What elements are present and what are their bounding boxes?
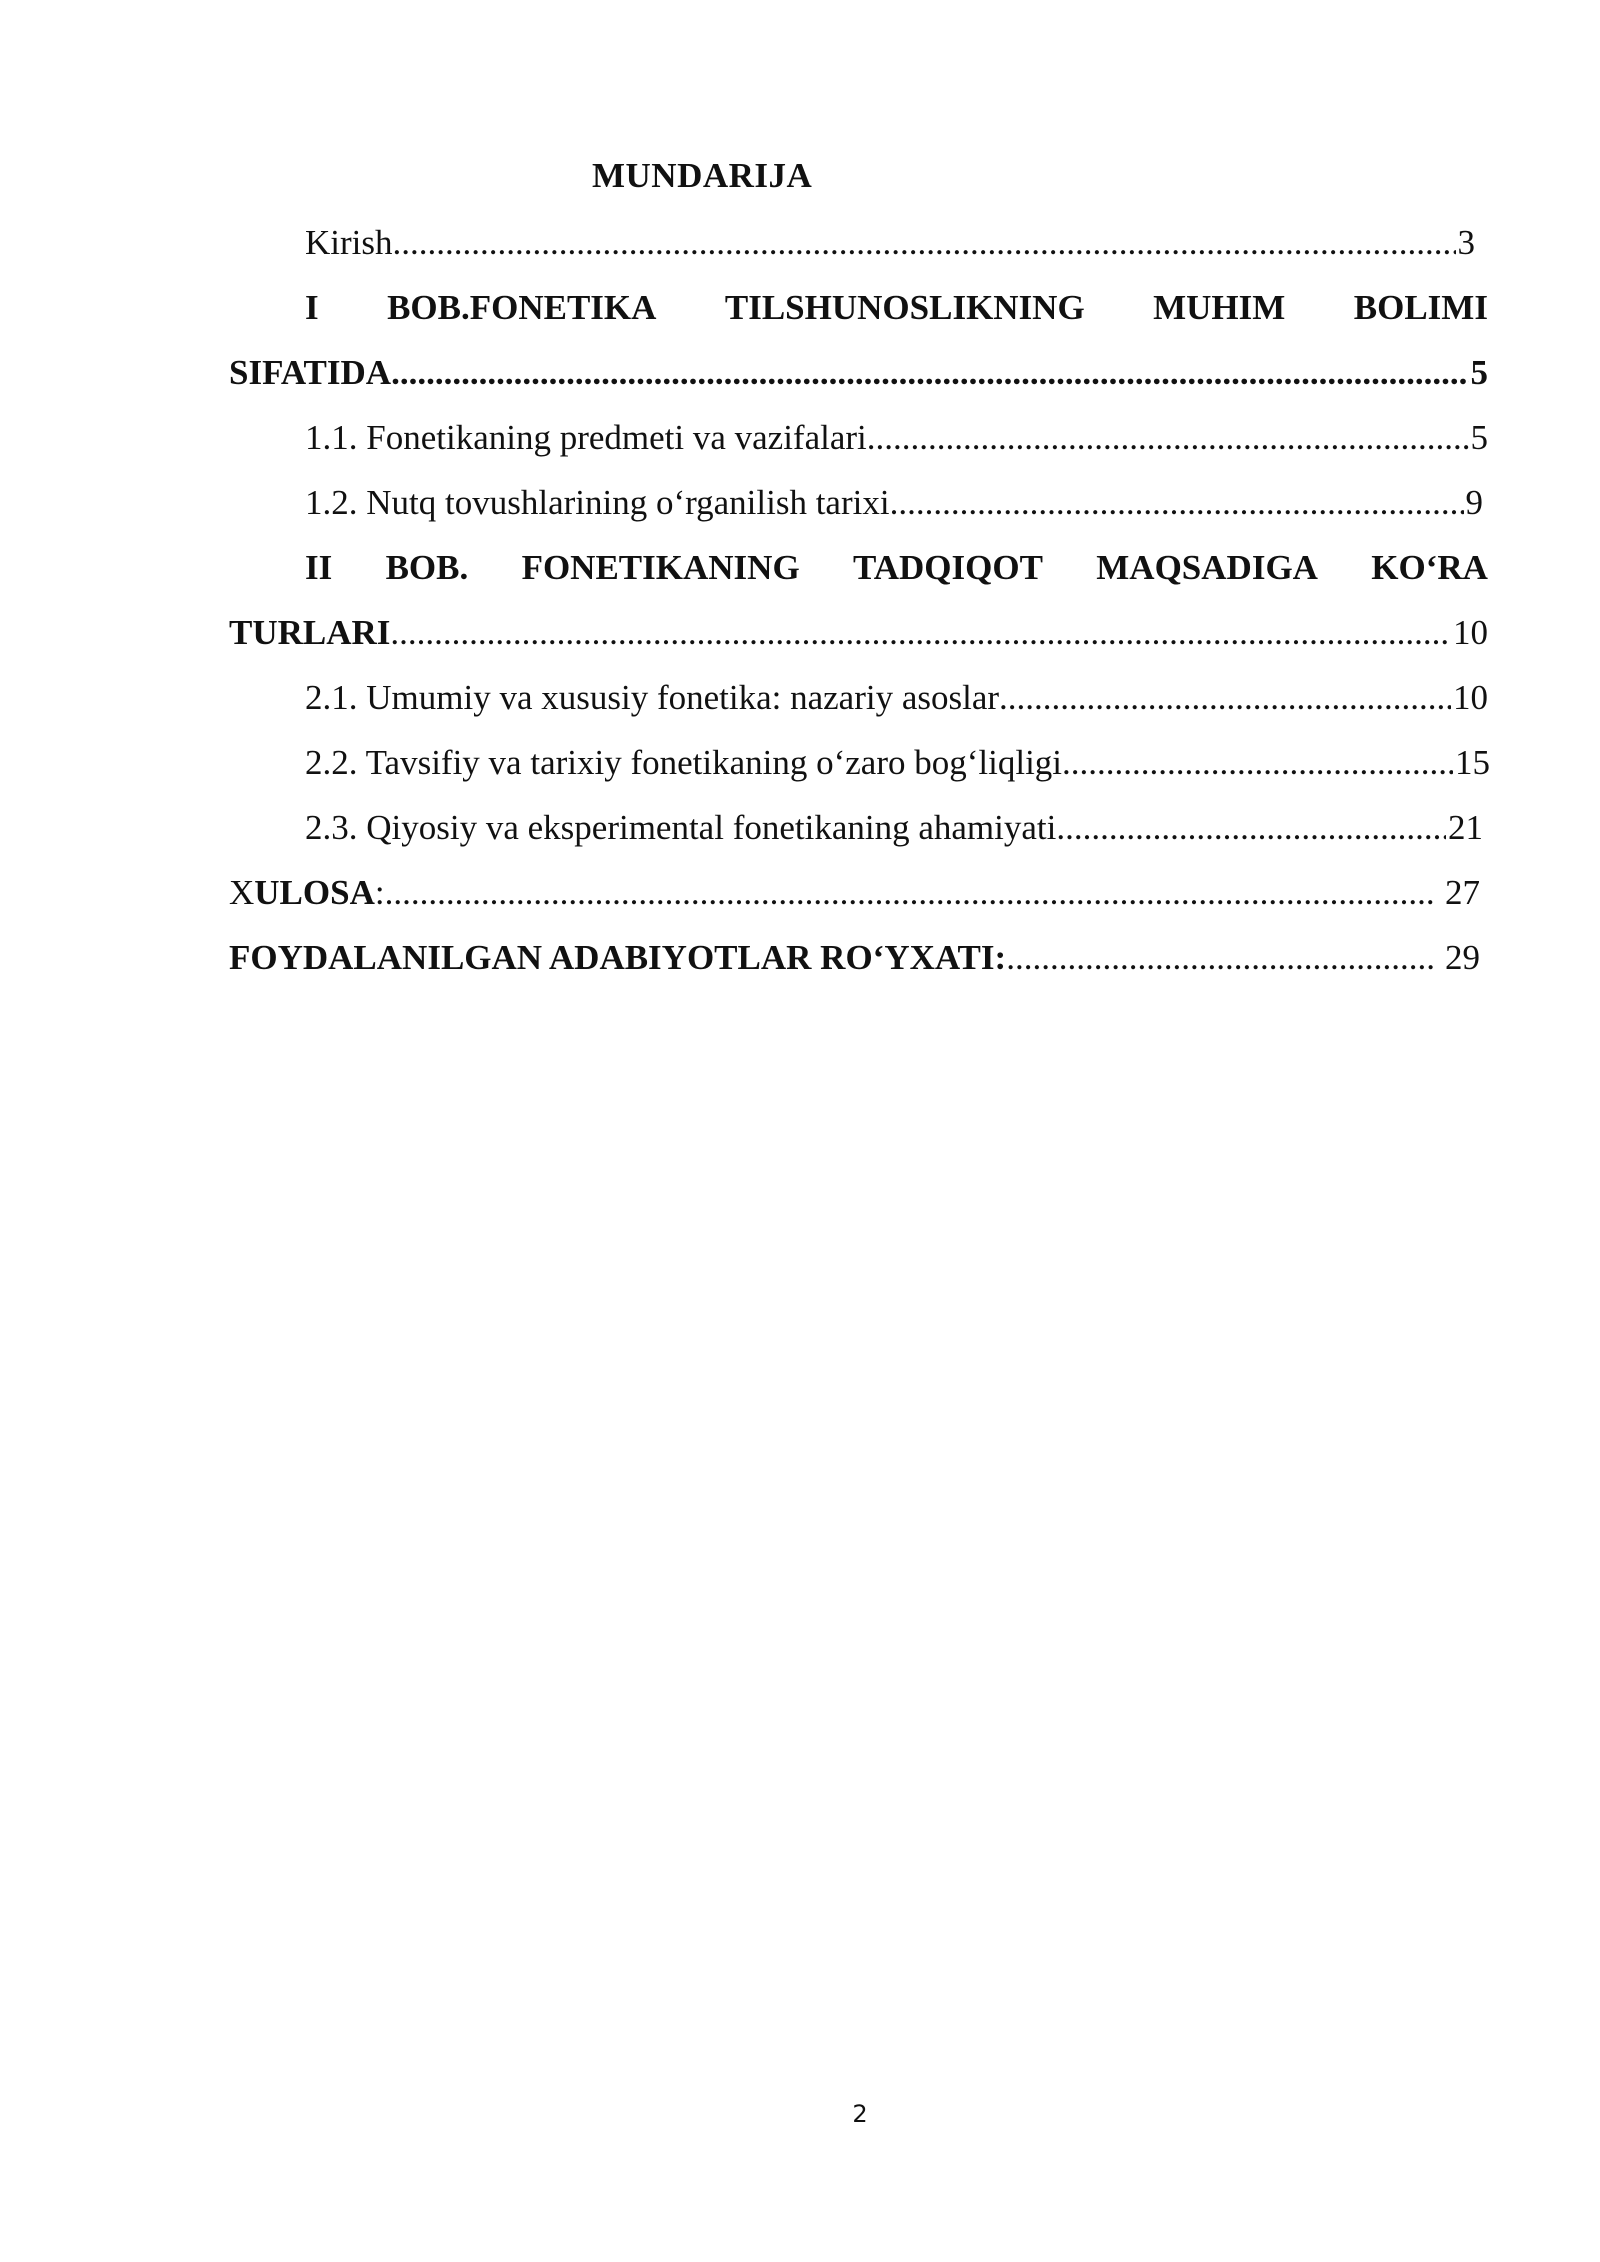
toc-label-rest: ULOSA xyxy=(254,873,375,912)
toc-page-number: 29 xyxy=(1445,938,1480,977)
toc-word: FONETIKANING xyxy=(521,548,800,587)
toc-entry-kirish[interactable] xyxy=(305,219,1475,267)
toc-entry-label: 2.3. Qiyosiy va eksperimental fonetikaning ahamiyati xyxy=(305,808,1057,847)
toc-entry-label: 1.2. Nutq tovushlarining o‘rganilish tarixi xyxy=(305,483,890,522)
toc-entry-chapter-2[interactable] xyxy=(305,544,1488,592)
toc-page-number: 15 xyxy=(1455,743,1490,782)
page-title: MUNDARIJA xyxy=(592,156,813,195)
toc-entry-label: 2.2. Tavsifiy va tarixiy fonetikaning o‘zaro bog‘liqligi xyxy=(305,743,1063,782)
dot-leader xyxy=(890,479,1464,527)
toc-page-number: 5 xyxy=(1470,353,1488,392)
toc-page-number: 21 xyxy=(1448,808,1483,847)
toc-word: I xyxy=(305,288,319,327)
toc-page-number: 27 xyxy=(1445,873,1480,912)
toc-entry-label: TURLARI xyxy=(229,613,391,652)
toc-word: BOB. xyxy=(385,548,469,587)
dot-leader xyxy=(393,219,1456,267)
dot-leader xyxy=(867,414,1469,462)
toc-word: MAQSADIGA xyxy=(1096,548,1318,587)
toc-word: KO‘RA xyxy=(1371,548,1488,587)
toc-entry-section-2-2[interactable] xyxy=(305,739,1490,787)
toc-entry-chapter-1-continuation[interactable] xyxy=(229,349,1488,397)
toc-entry-label xyxy=(229,869,385,917)
toc-page-number: 9 xyxy=(1465,483,1483,522)
toc-entry-label: SIFATIDA xyxy=(229,353,392,392)
toc-entry-xulosa[interactable] xyxy=(229,869,1480,917)
toc-entry-chapter-2-continuation[interactable] xyxy=(229,609,1488,657)
toc-page-number: 5 xyxy=(1470,418,1488,457)
toc-word: BOB.FONETIKA xyxy=(387,288,657,327)
toc-entry-chapter-1[interactable] xyxy=(305,284,1488,332)
toc-word: TILSHUNOSLIKNING xyxy=(724,288,1085,327)
toc-word: TADQIQOT xyxy=(853,548,1043,587)
toc-entry-section-2-1[interactable] xyxy=(305,674,1488,722)
toc-label-initial: X xyxy=(229,873,255,912)
toc-entry-label: 2.1. Umumiy va xususiy fonetika: nazariy asoslar xyxy=(305,678,1000,717)
toc-label-colon: : xyxy=(374,873,385,912)
toc-entry-label: FOYDALANILGAN ADABIYOTLAR RO‘YXATI: xyxy=(229,938,1007,977)
toc-entry-label: 1.1. Fonetikaning predmeti va vazifalari xyxy=(305,418,867,457)
toc-entry-section-1-2[interactable] xyxy=(305,479,1483,527)
page-number: 2 xyxy=(852,2100,868,2128)
toc-entry-label: Kirish xyxy=(305,223,393,262)
toc-page-number: 10 xyxy=(1453,613,1488,652)
toc-word: BOLIMI xyxy=(1353,288,1488,327)
toc-page-number: 10 xyxy=(1453,678,1488,717)
dot-leader xyxy=(390,609,1451,657)
dot-leader xyxy=(391,349,1468,397)
dot-leader xyxy=(999,674,1451,722)
toc-word: II xyxy=(305,548,333,587)
dot-leader xyxy=(1056,804,1446,852)
dot-leader xyxy=(385,869,1435,917)
toc-word: MUHIM xyxy=(1153,288,1286,327)
toc-entry-section-2-3[interactable] xyxy=(305,804,1483,852)
toc-page-number: 3 xyxy=(1457,223,1475,262)
dot-leader xyxy=(1062,739,1453,787)
toc-entry-section-1-1[interactable] xyxy=(305,414,1488,462)
dot-leader xyxy=(1006,934,1435,982)
toc-entry-references[interactable] xyxy=(229,934,1480,982)
